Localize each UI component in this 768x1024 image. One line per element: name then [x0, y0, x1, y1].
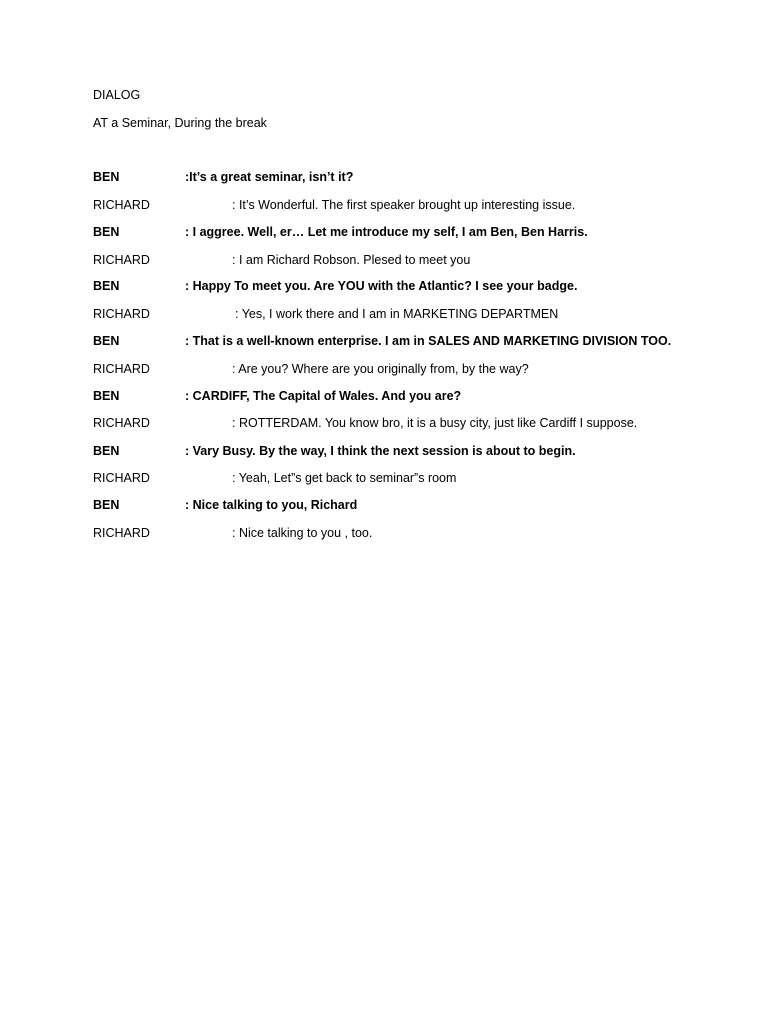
dialog-text: : Happy To meet you. Are YOU with the Atlantic? I see your badge.	[185, 279, 578, 293]
speaker-name: RICHARD	[93, 198, 150, 212]
dialog-line	[93, 443, 733, 459]
dialog-text: : Yes, I work there and I am in MARKETING DEPARTMEN	[235, 307, 559, 321]
dialog-line	[93, 306, 733, 322]
dialog-text: : Nice talking to you, Richard	[185, 498, 358, 512]
speaker-name: RICHARD	[93, 362, 150, 376]
speaker-name: BEN	[93, 498, 120, 512]
dialog-line	[93, 197, 733, 213]
dialog-line	[93, 415, 733, 431]
dialog-text: : I aggree. Well, er… Let me introduce my self, I am Ben, Ben Harris.	[185, 225, 588, 239]
dialog-text: : CARDIFF, The Capital of Wales. And you are?	[185, 389, 462, 403]
dialog-line	[93, 388, 733, 404]
dialog-text: : It’s Wonderful. The first speaker brought up interesting issue.	[232, 198, 576, 212]
speaker-name: BEN	[93, 444, 120, 458]
dialog-line	[93, 361, 733, 377]
speaker-name: BEN	[93, 279, 120, 293]
dialog-text: : ROTTERDAM. You know bro, it is a busy city, just like Cardiff I suppose.	[232, 416, 638, 430]
dialog-line	[93, 224, 733, 240]
speaker-name: RICHARD	[93, 253, 150, 267]
dialog-text: : Yeah, Let”s get back to seminar”s room	[232, 471, 457, 485]
speaker-name: BEN	[93, 389, 120, 403]
dialog-text: :It’s a great seminar, isn’t it?	[185, 170, 354, 184]
dialog-text: : That is a well-known enterprise. I am in SALES AND MARKETING DIVISION TOO.	[185, 334, 672, 348]
dialog-text: : Vary Busy. By the way, I think the next session is about to begin.	[185, 444, 576, 458]
dialog-line	[93, 333, 733, 349]
dialog-line	[93, 497, 733, 513]
speaker-name: RICHARD	[93, 307, 150, 321]
speaker-name: RICHARD	[93, 416, 150, 430]
dialog-line	[93, 525, 733, 541]
speaker-name: BEN	[93, 170, 120, 184]
speaker-name: BEN	[93, 225, 120, 239]
dialog-text: : Nice talking to you , too.	[232, 526, 373, 540]
dialog-text: : Are you? Where are you originally from, by the way?	[232, 362, 529, 376]
dialog-text: : I am Richard Robson. Plesed to meet you	[232, 253, 471, 267]
document-subtitle: AT a Seminar, During the break	[93, 116, 267, 130]
dialog-line	[93, 252, 733, 268]
document-title: DIALOG	[93, 88, 141, 102]
dialog-line	[93, 470, 733, 486]
speaker-name: RICHARD	[93, 471, 150, 485]
dialog-line	[93, 169, 733, 185]
speaker-name: RICHARD	[93, 526, 150, 540]
dialog-line	[93, 278, 733, 294]
speaker-name: BEN	[93, 334, 120, 348]
